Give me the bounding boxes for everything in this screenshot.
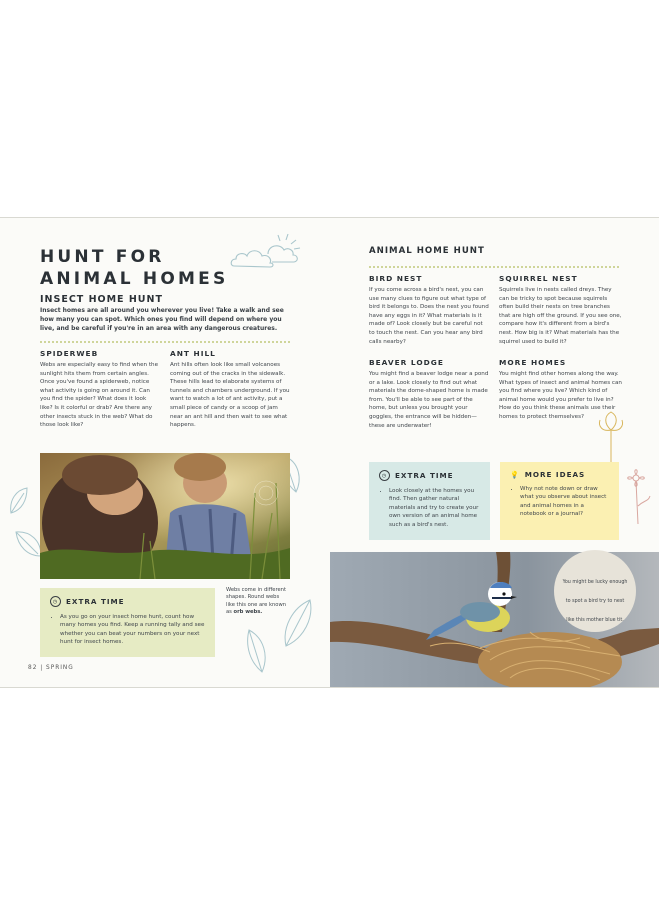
anthill-heading: ANT HILL [170,349,216,358]
bubble-text: You might be lucky enough to spot a bird try to nest like this mother blue tit. [562,580,628,623]
extra-time-right-heading-text: EXTRA TIME [395,471,454,480]
page-footer: 82 | SPRING [28,665,74,671]
page-title [40,246,270,290]
web-caption [226,587,288,617]
more-ideas-box [500,462,619,540]
more-ideas-heading [510,470,609,479]
extra-time-heading [50,596,205,607]
caption-bold: orb webs. [233,609,263,616]
more-homes-text: You might find other homes along the way. What types of insect and animal homes can you find where you live? Which kind of animal home would you prefer to live in? How do you think these animals use their homes to protect themselves? [499,371,622,420]
children-spiderweb-photo [40,453,290,579]
spiderweb-heading: SPIDERWEB [40,349,99,358]
clock-icon: ◷ [50,596,61,607]
title-line-1: HUNT FOR [40,247,165,267]
beaver-lodge-section [369,358,491,430]
flower-icon [596,410,626,470]
bird-nest-section [369,274,489,346]
book-spread [0,217,659,688]
bird-nest-text: If you come across a bird's nest, you can use many clues to figure out what type of bird it belongs to. Does the nest you found have any eggs in it? What materials is it made of? Look closely but be careful not to touch the nest. Can you hear any bird calls nearby? [369,287,489,345]
anthill-section [170,349,290,430]
leaf-icon [244,628,270,674]
title-line-2: ANIMAL HOMES [40,269,229,289]
lightbulb-icon: 💡 [510,470,520,479]
extra-time-right-heading [379,470,480,481]
more-ideas-heading-text: MORE IDEAS [524,470,586,479]
squirrel-nest-text: Squirrels live in nests called dreys. They can be tricky to spot because squirrels often build their nests on tree branches that are high off the ground. If you see one, compare how it's different from a bird's nest. How big is it? What materials has the squirrel used to build it? [499,287,622,345]
beaver-lodge-heading: BEAVER LODGE [369,358,444,367]
squirrel-nest-heading: SQUIRREL NEST [499,274,578,283]
photo-illustration [40,453,290,579]
extra-time-text: • As you go on your insect home hunt, count how many homes you find. Keep a running tally and see whether you can beat your numbers on your next hunt for insect homes. [60,613,205,647]
insect-home-hunt-heading: INSECT HOME HUNT [40,294,163,305]
leaf-icon [8,486,30,516]
extra-time-heading-text: EXTRA TIME [66,597,125,606]
clock-icon: ◷ [379,470,390,481]
insect-intro: Insect homes are all around you wherever you live! Take a walk and see how many you can spot. Which ones you find will depend on where you live, and be careful if you're in an area with any dangerous creatures. [40,307,284,332]
dotted-divider-right [369,266,619,268]
squirrel-nest-section [499,274,623,346]
extra-time-box-right [369,462,490,540]
extra-time-box-left [40,588,215,657]
spiderweb-text: Webs are especially easy to find when the sunlight hits them from certain angles. Once you've found a spiderweb, notice what activity is going on around it. Can you find the spider? What does it look like? Is it colorful or drab? Are there any other insects stuck in the web? What do those look like? [40,362,159,429]
animal-home-hunt-heading: ANIMAL HOME HUNT [369,246,485,256]
bird-caption-bubble [554,550,636,632]
more-homes-heading: MORE HOMES [499,358,567,367]
more-ideas-text: • Why not note down or draw what you observe about insect and animal homes in a notebook or a journal? [520,485,609,519]
anthill-text: Ant hills often look like small volcanoes coming out of the cracks in the sidewalk. These hills lead to elaborate systems of tunnels and chambers underground. If you want to watch a lot of ant activity, put a small piece of candy or a scoop of jam near an ant hill and then wait to see what happens. [170,362,290,429]
dotted-divider [40,341,290,343]
beaver-lodge-text: You might find a beaver lodge near a pond or a lake. Look closely to find out what materials the dome-shaped home is made from. You'll be able to see part of the home, but unless you brought your goggles, the entrance will be hidden—these are underwater! [369,371,489,429]
spiderweb-section [40,349,160,430]
extra-time-right-text: • Look closely at the homes you find. Then gather natural materials and try to create your own version of an animal home such as a bird's nest. [389,487,480,529]
caption-text: Webs come in different shapes. Round webs like this one are known as [226,587,286,616]
bird-nest-heading: BIRD NEST [369,274,423,283]
flower-icon [620,466,654,526]
